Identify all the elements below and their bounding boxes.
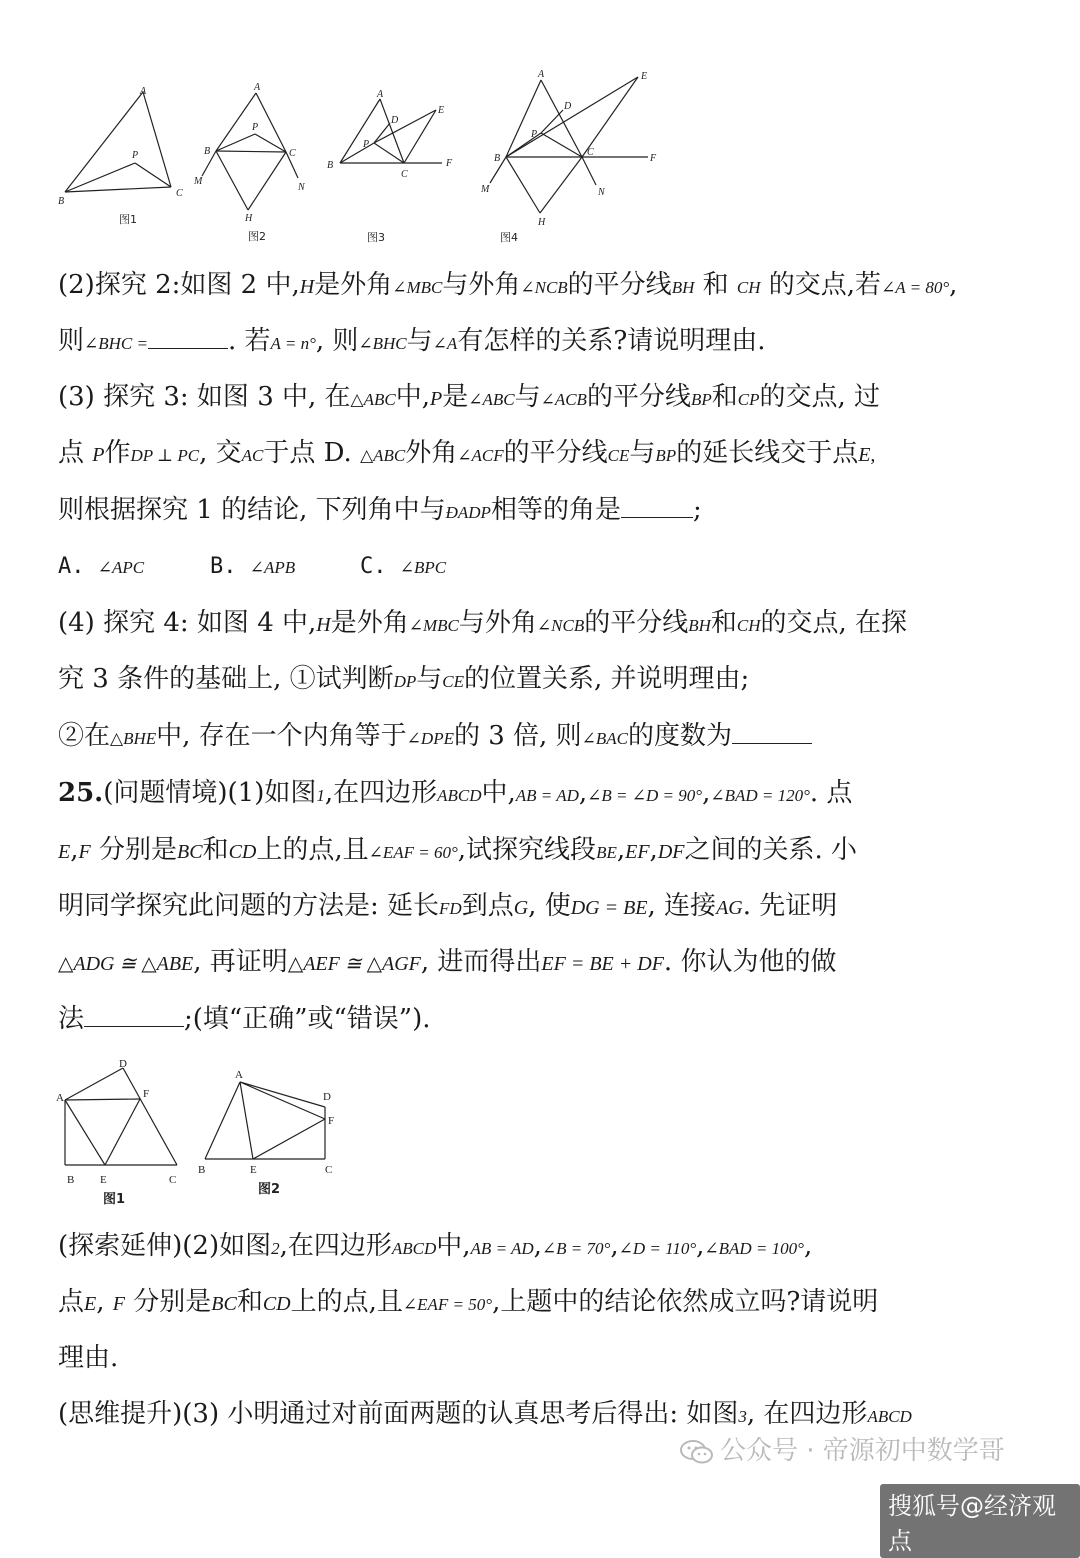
wechat-watermark: 公众号 · 帝源初中数学哥	[680, 1430, 1005, 1467]
fig25-2-label-d: D	[323, 1091, 331, 1103]
fig4-caption: 图4	[500, 231, 518, 244]
fig25-2-label-e: E	[250, 1164, 257, 1176]
fig25-1-label-b: B	[67, 1174, 75, 1186]
fig25-1-label-e: E	[100, 1174, 107, 1186]
q25-answer-blank[interactable]	[84, 1004, 184, 1027]
fig2-label-m: M	[194, 176, 203, 187]
fig3-caption: 图3	[367, 231, 385, 244]
fig2-label-n: N	[298, 182, 305, 193]
q3-line-1: (3) 探究 3: 如图 3 中, 在△ABC中,P是∠ABC与∠ACB的平分线BP和CP的交点, 过	[58, 382, 881, 412]
q3-line-2: 点 P作DP ⊥ PC, 交AC于点 D. △ABC外角∠ACF的平分线CE与BP的延长线交于点E,	[58, 438, 876, 468]
q4-line-2: 究 3 条件的基础上, ①试判断DP与CE的位置关系, 并说明理由;	[58, 664, 750, 694]
q25-line-4: △ADG ≅ △ABE, 再证明△AEF ≅ △AGF, 进而得出EF = BE + DF. 你认为他的做	[58, 947, 837, 977]
fig4-label-h: H	[538, 217, 546, 228]
fig25-1-label-a: A	[56, 1092, 64, 1104]
fig4-label-n: N	[598, 187, 605, 198]
fig3-label-d: D	[391, 115, 399, 126]
fig4-label-d: D	[564, 101, 572, 112]
q3-option-a: A. ∠APC	[58, 554, 145, 579]
q3-line-3: 则根据探究 1 的结论, 下列角中与ÐADP相等的角是 ;	[58, 495, 702, 525]
figure-1	[55, 80, 195, 230]
q25-line-3: 明同学探究此问题的方法是: 延长FD到点G, 使DG = BE, 连接AG. 先证明	[58, 891, 838, 921]
fig2-label-h: H	[245, 213, 253, 224]
fig25-1-label-c: C	[169, 1174, 177, 1186]
fig4-label-f: F	[650, 153, 657, 164]
fig2-label-a: A	[254, 82, 261, 93]
fig2-label-c: C	[289, 148, 296, 159]
fig1-caption: 图1	[119, 213, 137, 226]
fig25-1-label-f: F	[143, 1088, 150, 1100]
sohu-signature: 搜狐号@经济观点	[880, 1484, 1080, 1558]
fig3-label-c: C	[401, 169, 408, 180]
figure-25-1	[55, 1055, 195, 1205]
fig1-label-a: A	[140, 86, 147, 97]
q25-line-1: 25.(问题情境)(1)如图1,在四边形ABCD中,AB = AD,∠B = ∠D = 90°,∠BAD = 120°. 点	[58, 778, 853, 808]
figure-4	[478, 65, 658, 230]
fig2-label-b: B	[204, 146, 211, 157]
q3-option-b: B. ∠APB	[210, 554, 296, 579]
q4-line-3: ②在△BHE中, 存在一个内角等于∠DPE的 3 倍, 则∠BAC的度数为	[58, 720, 812, 755]
fig2-caption: 图2	[248, 230, 266, 243]
q25-2-line-1: (探索延伸)(2)如图2,在四边形ABCD中,AB = AD,∠B = 70°,∠D = 110°,∠BAD = 100°,	[58, 1231, 813, 1261]
fig4-label-b: B	[494, 153, 501, 164]
fig25-2-label-a: A	[235, 1069, 243, 1081]
figure-3	[322, 85, 462, 225]
q25-line-2: E,F 分别是BC和CD上的点,且∠EAF = 60°,试探究线段BE,EF,DF之间的关系. 小	[58, 835, 858, 865]
fig3-label-p: P	[363, 139, 370, 150]
fig1-label-p: P	[132, 150, 139, 161]
fig25-1-label-d: D	[119, 1058, 127, 1070]
fig25-2-label-c: C	[325, 1164, 333, 1176]
fig3-label-f: F	[446, 158, 453, 169]
q3-option-c: C. ∠BPC	[360, 554, 447, 579]
wechat-icon	[680, 1439, 714, 1465]
fig25-2-label-b: B	[198, 1164, 206, 1176]
fig4-label-c: C	[587, 147, 594, 158]
q3-answer-blank[interactable]	[621, 495, 693, 518]
q25-2-line-3: 理由.	[58, 1343, 119, 1373]
fig4-label-e: E	[641, 71, 648, 82]
q2-line-1: (2)探究 2:如图 2 中,H是外角∠MBC与外角∠NCB的平分线BH 和 CH 的交点,若∠A = 80°,	[58, 270, 958, 300]
q2-line-2: 则∠BHC = . 若A = n°, 则∠BHC与∠A有怎样的关系?请说明理由.	[58, 326, 766, 356]
q25-line-5: 法 ;(填“正确”或“错误”).	[58, 1004, 431, 1034]
fig1-label-c: C	[176, 188, 183, 199]
q4-answer-blank[interactable]	[732, 721, 812, 744]
fig25-2-caption: 图2	[258, 1182, 281, 1197]
fig2-label-p: P	[252, 122, 259, 133]
fig25-1-caption: 图1	[103, 1192, 126, 1207]
q25-3-line-1: (思维提升)(3) 小明通过对前面两题的认真思考后得出: 如图3, 在四边形ABCD	[58, 1399, 912, 1429]
fig4-label-m: M	[481, 184, 490, 195]
fig3-label-e: E	[438, 105, 445, 116]
fig4-label-a: A	[538, 69, 545, 80]
fig1-label-b: B	[58, 196, 65, 207]
fig4-label-p: P	[531, 129, 538, 140]
fig3-label-b: B	[327, 160, 334, 171]
q25-2-line-2: 点E, F 分别是BC和CD上的点,且∠EAF = 50°,上题中的结论依然成立吗?请说明	[58, 1287, 879, 1317]
fig25-2-label-f: F	[328, 1115, 335, 1127]
fig3-label-a: A	[377, 89, 384, 100]
q2-answer-blank[interactable]	[148, 326, 228, 349]
figure-2	[190, 78, 320, 228]
q4-line-1: (4) 探究 4: 如图 4 中,H是外角∠MBC与外角∠NCB的平分线BH和CH的交点, 在探	[58, 608, 908, 638]
